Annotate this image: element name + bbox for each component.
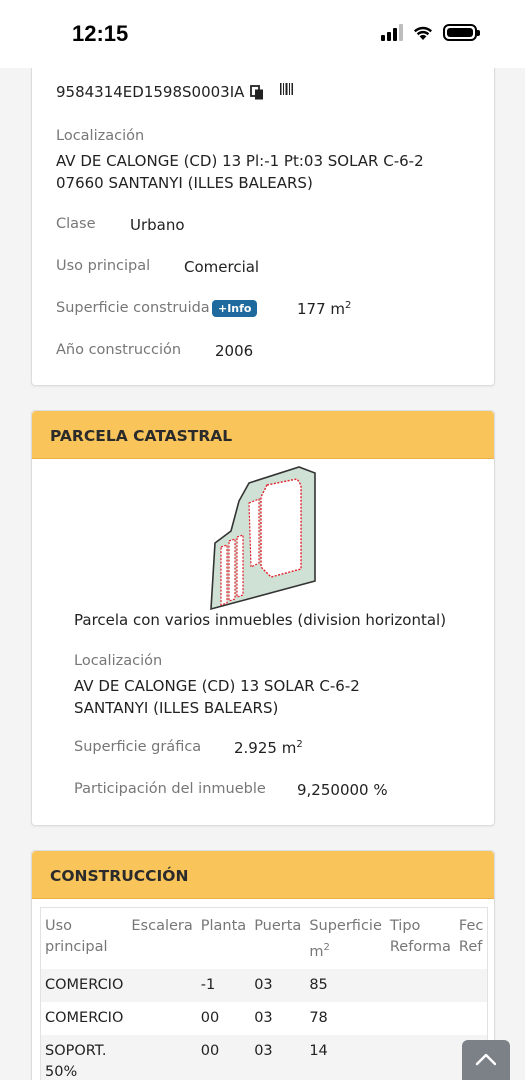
participacion-label: Participación del inmueble — [74, 781, 266, 797]
table-header-row — [41, 908, 487, 969]
cell-planta: -1 — [197, 969, 250, 1002]
parcela-descripcion: Parcela con varios inmuebles (division horizontal) — [74, 611, 447, 629]
cell-superficie: 85 — [305, 969, 386, 1002]
cell-tipo — [386, 1035, 455, 1080]
status-time: 12:15 — [72, 21, 129, 46]
parcela-localizacion-value — [74, 675, 360, 719]
battery-icon — [443, 24, 477, 41]
referencia-catastral: 9584314ED1598S0003IA — [56, 83, 245, 101]
chevron-up-icon — [475, 1052, 497, 1066]
parcela-card — [31, 410, 495, 826]
construccion-table — [41, 908, 487, 1080]
cell-uso: COMERCIO — [45, 1009, 124, 1026]
cell-puerta: 03 — [254, 1009, 273, 1026]
cell-escalera — [127, 969, 196, 1002]
referencia-row — [56, 83, 294, 101]
cell-puerta: 03 — [250, 969, 305, 1002]
info-badge-button[interactable]: +Info — [212, 300, 257, 317]
cell-fecha — [455, 1002, 487, 1035]
col-planta: Planta — [200, 918, 247, 934]
status-icons — [381, 24, 477, 41]
col-escalera: Escalera — [131, 918, 193, 934]
construccion-card — [31, 850, 495, 1080]
cellular-signal-icon — [381, 24, 403, 41]
table-row — [41, 1035, 487, 1080]
parcela-localizacion-line2: SANTANYI (ILLES BALEARS) — [74, 699, 279, 717]
construccion-header: CONSTRUCCIÓN — [32, 851, 494, 899]
superficie-grafica-value: 2.925 $m^2$ — [234, 739, 303, 757]
cell-uso: SOPORT. 50% — [41, 1035, 127, 1080]
clase-label: Clase — [56, 216, 96, 232]
cell-tipo — [386, 969, 455, 1002]
anio-construccion-label: Año construcción — [56, 342, 182, 358]
inmueble-card — [31, 68, 495, 386]
localizacion-value — [56, 150, 424, 194]
cell-tipo — [386, 1002, 455, 1035]
superficie-grafica-label: Superficie gráfica — [74, 739, 202, 755]
parcela-localizacion-line1: AV DE CALONGE (CD) 13 SOLAR C-6-2 — [74, 677, 360, 695]
col-fecha-reforma: Fec Ref — [458, 918, 484, 955]
cell-puerta: 03 — [250, 1035, 305, 1080]
parcel-map-image[interactable] — [209, 463, 321, 613]
col-puerta: Puerta — [254, 918, 302, 934]
parcela-localizacion-label: Localización — [74, 653, 163, 669]
participacion-value: 9,250000 % — [297, 781, 388, 799]
cell-planta: 00 — [197, 1035, 250, 1080]
uso-principal-label: Uso principal — [56, 258, 151, 274]
construccion-table-scroll[interactable] — [40, 907, 488, 1080]
scroll-to-top-button[interactable] — [462, 1040, 510, 1080]
table-row — [41, 969, 487, 1002]
col-tipo-reforma: Tipo Reforma — [389, 918, 451, 955]
cell-fecha — [455, 969, 487, 1002]
cell-uso: COMERCIO — [41, 969, 127, 1002]
cell-superficie: 78 — [309, 1009, 328, 1026]
col-uso-principal: Uso principal — [45, 918, 108, 955]
cell-planta: 00 — [200, 1009, 220, 1026]
cell-escalera — [127, 1035, 196, 1080]
clase-value: Urbano — [130, 216, 185, 234]
superficie-construida-value: 177 $m^2$ — [297, 300, 352, 318]
uso-principal-value: Comercial — [184, 258, 260, 276]
copy-icon[interactable] — [250, 85, 264, 100]
table-row — [41, 1002, 487, 1035]
status-bar — [0, 0, 525, 68]
localizacion-line2: 07660 SANTANYI (ILLES BALEARS) — [56, 174, 313, 192]
superficie-construida-label: Superficie construida — [56, 300, 210, 316]
barcode-icon[interactable] — [280, 83, 294, 95]
localizacion-line1: AV DE CALONGE (CD) 13 Pl:-1 Pt:03 SOLAR C-6-2 — [56, 152, 424, 170]
cell-escalera — [127, 1002, 196, 1035]
anio-construccion-value: 2006 — [215, 342, 254, 360]
col-superficie: Superficie $m^2$ — [309, 918, 382, 960]
parcela-header: PARCELA CATASTRAL — [32, 411, 494, 459]
wifi-icon — [412, 24, 434, 41]
localizacion-label: Localización — [56, 128, 145, 144]
cell-superficie: 14 — [305, 1035, 386, 1080]
